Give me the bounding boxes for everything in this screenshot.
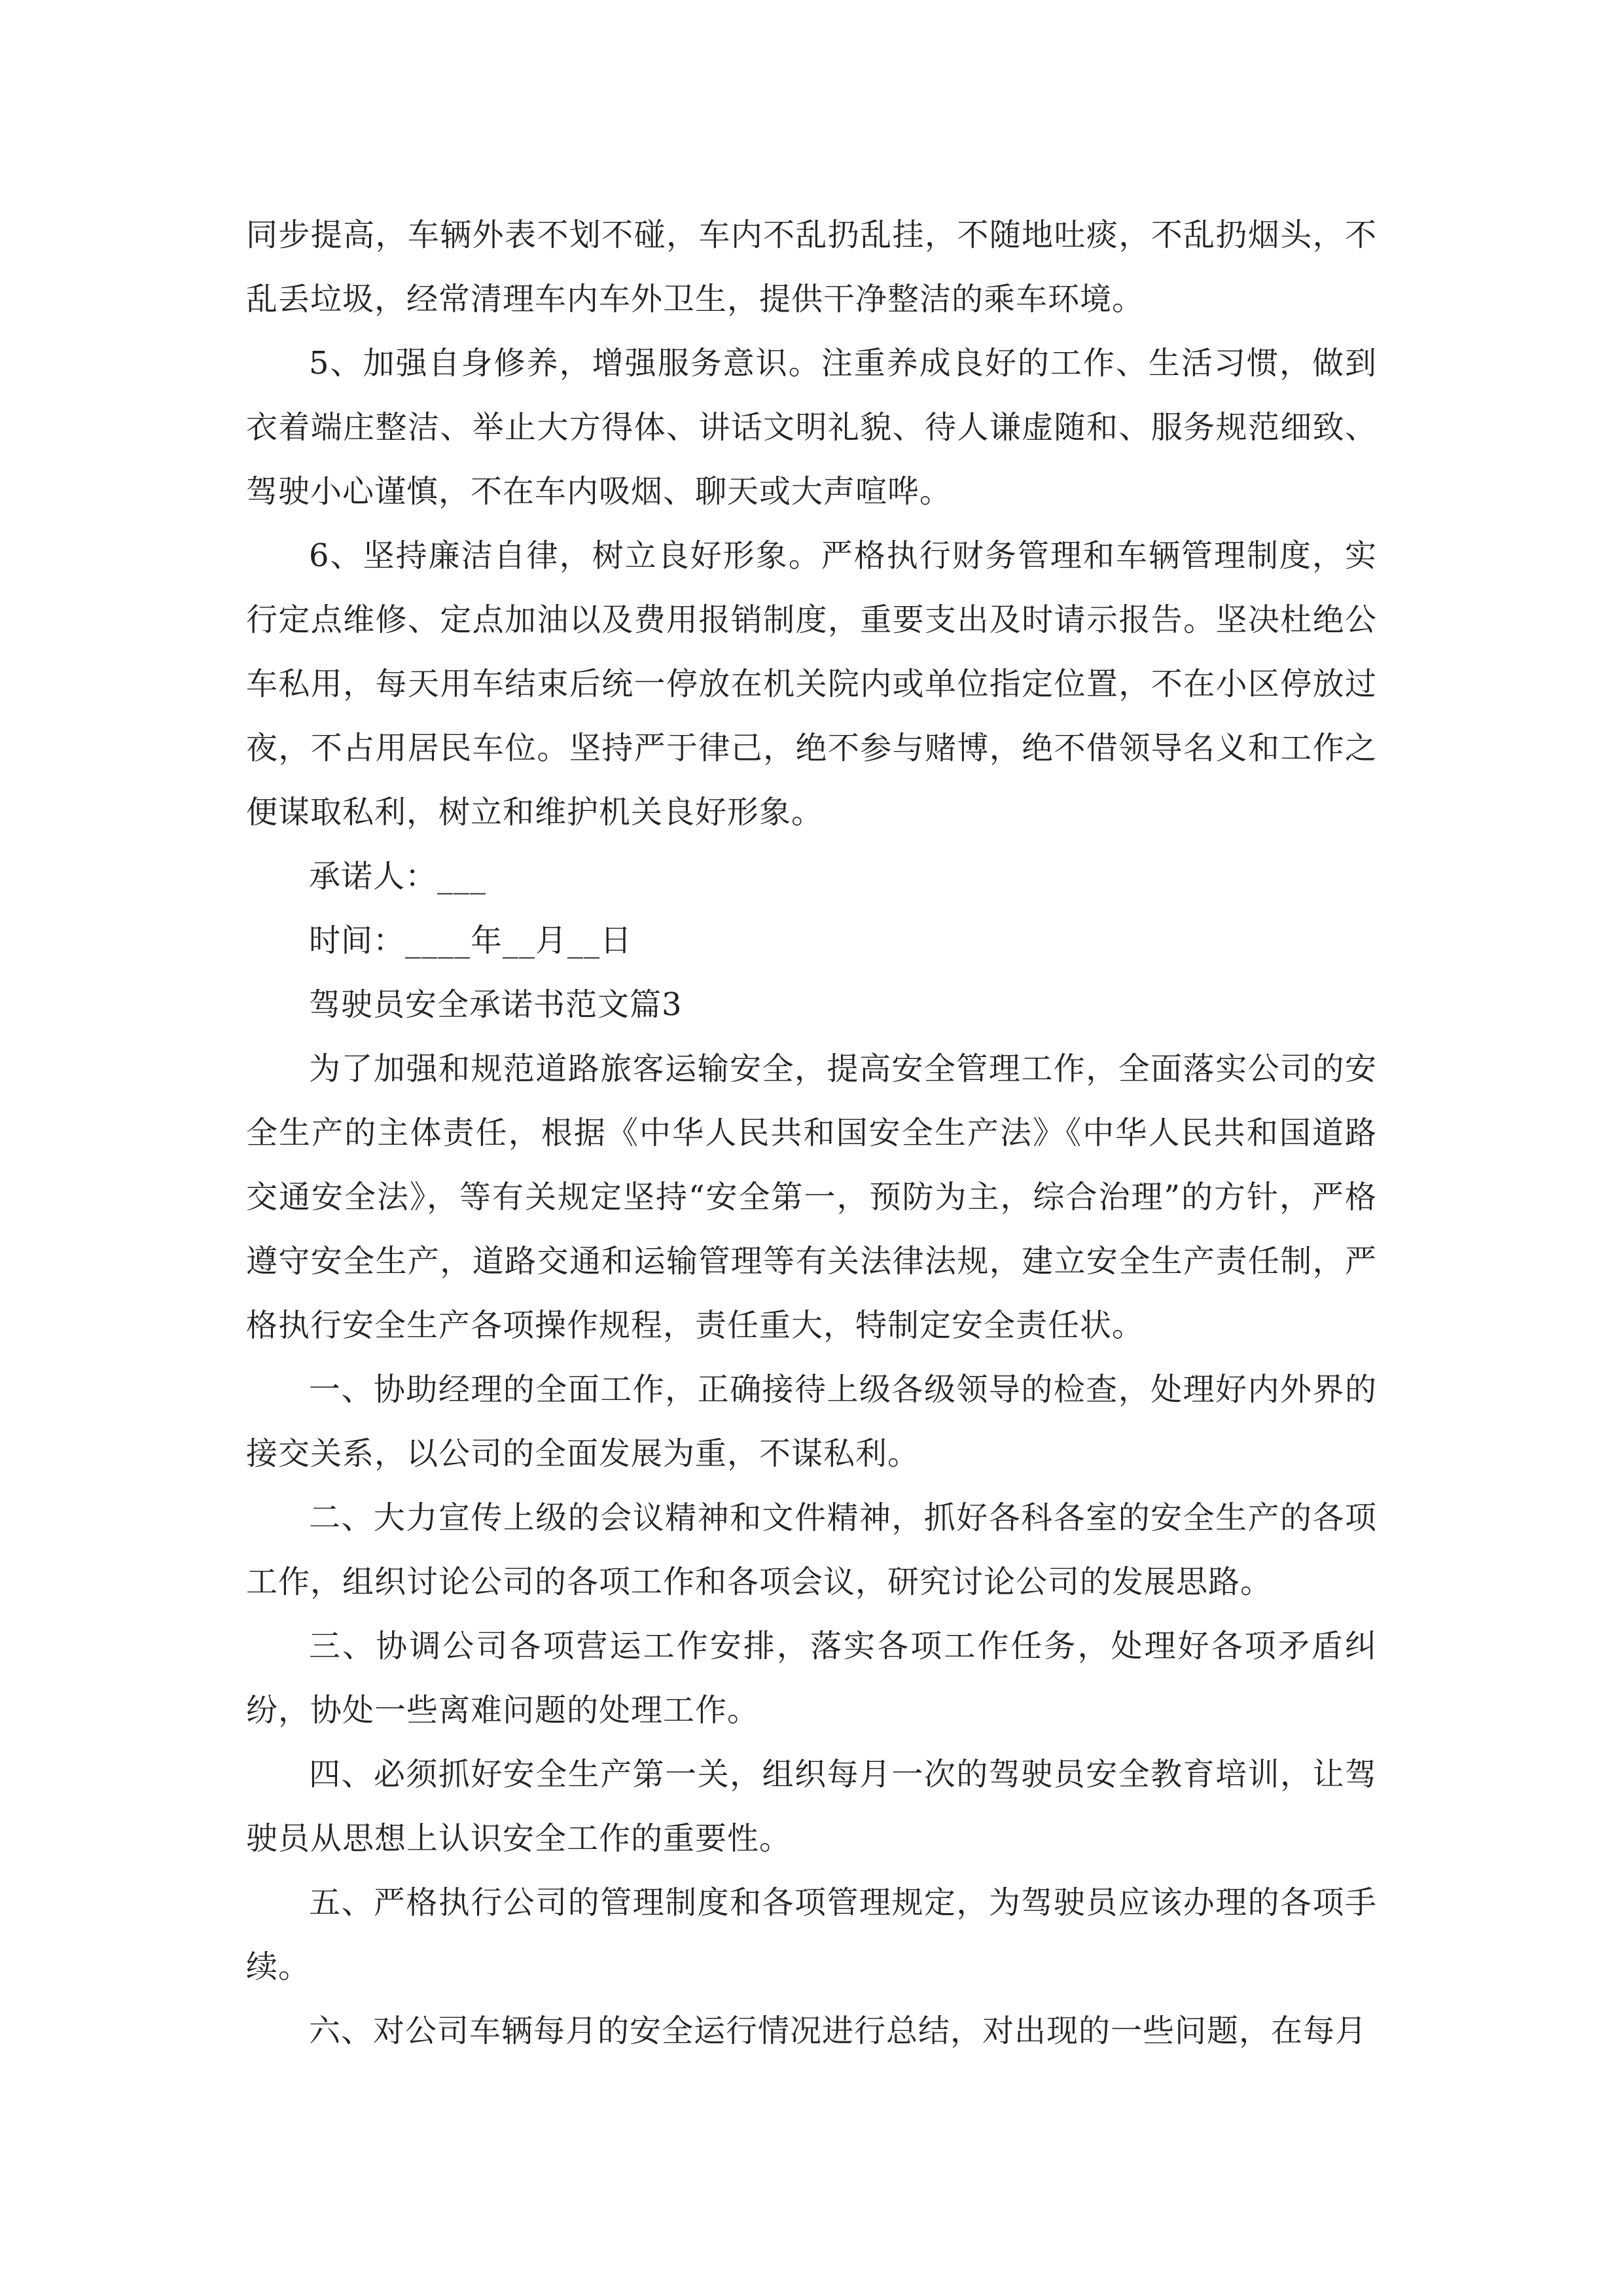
paragraph-item-5: 5、加强自身修养，增强服务意识。注重养成良好的工作、生活习惯，做到衣着端庄整洁、举止大方得体、讲话文明礼貌、待人谦虚随和、服务规范细致、驾驶小心谨慎，不在车内吸烟、聊天或大声喧哗。 xyxy=(246,345,1377,510)
section-heading: 驾驶员安全承诺书范文篇3 xyxy=(309,986,683,1023)
paragraph-intro: 为了加强和规范道路旅客运输安全，提高安全管理工作，全面落实公司的安全生产的主体责任，根据《中华人民共和国安全生产法》《中华人民共和国道路交通安全法》，等有关规定坚持“安全第一，预防为主，综合治理”的方针，严格遵守安全生产，道路交通和运输管理等有关法律法规，建立安全生产责任制，严格执行安全生产各项操作规程，责任重大，特制定安全责任状。 xyxy=(246,1050,1377,1344)
document-body xyxy=(246,203,1377,2063)
paragraph-item-five: 五、严格执行公司的管理制度和各项管理规定，为驾驶员应该办理的各项手续。 xyxy=(246,1884,1377,1985)
paragraph-item-six: 六、对公司车辆每月的安全运行情况进行总结，对出现的一些问题，在每月 xyxy=(309,2013,1368,2049)
paragraph-continuation: 同步提高，车辆外表不划不碰，车内不乱扔乱挂，不随地吐痰，不乱扔烟头，不乱丢垃圾，经常清理车内车外卫生，提供干净整洁的乘车环境。 xyxy=(246,217,1377,317)
date-line: 时间：____年__月__日 xyxy=(309,922,633,959)
paragraph-item-6: 6、坚持廉洁自律，树立良好形象。严格执行财务管理和车辆管理制度，实行定点维修、定点加油以及费用报销制度，重要支出及时请示报告。坚决杜绝公车私用，每天用车结束后统一停放在机关院内或单位指定位置，不在小区停放过夜，不占用居民车位。坚持严于律己，绝不参与赌博，绝不借领导名义和工作之便谋取私利，树立和维护机关良好形象。 xyxy=(246,537,1377,831)
paragraph-item-four: 四、必须抓好安全生产第一关，组织每月一次的驾驶员安全教育培训，让驾驶员从思想上认识安全工作的重要性。 xyxy=(246,1756,1377,1857)
paragraph-item-three: 三、协调公司各项营运工作安排，落实各项工作任务，处理好各项矛盾纠纷，协处一些离难问题的处理工作。 xyxy=(246,1628,1377,1729)
paragraph-item-one: 一、协助经理的全面工作，正确接待上级各级领导的检查，处理好内外界的接交关系，以公司的全面发展为重，不谋私利。 xyxy=(246,1371,1377,1472)
signatory-line: 承诺人：___ xyxy=(309,858,487,895)
paragraph-item-two: 二、大力宣传上级的会议精神和文件精神，抓好各科各室的安全生产的各项工作，组织讨论公司的各项工作和各项会议，研究讨论公司的发展思路。 xyxy=(246,1499,1377,1600)
